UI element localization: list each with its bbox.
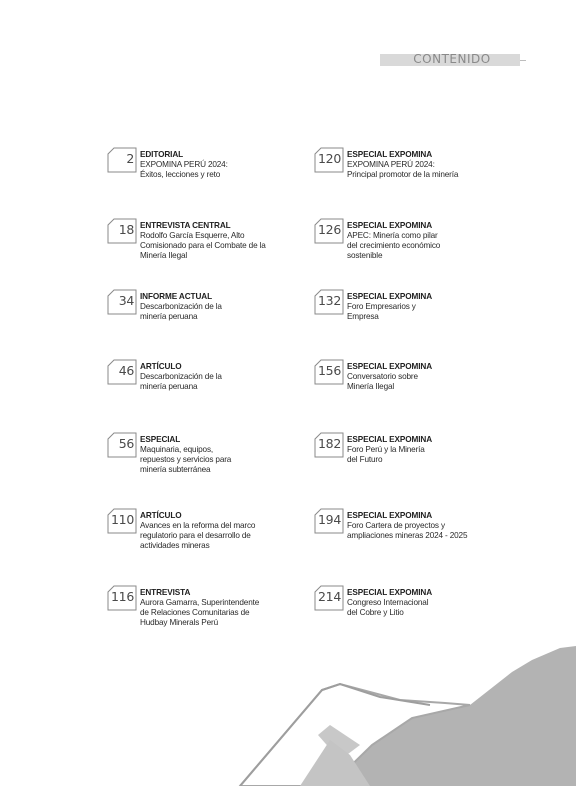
article-description: Maquinaria, equipos, repuestos y servicios para minería subterránea xyxy=(140,445,232,474)
entry-text xyxy=(347,435,547,465)
page-number-badge xyxy=(313,431,343,457)
section-title: ESPECIAL EXPOMINA xyxy=(347,511,433,520)
page-number: 18 xyxy=(118,222,134,237)
article-description: Avances en la reforma del marco regulatorio para el desarrollo de actividades mineras xyxy=(140,521,256,550)
entry-text xyxy=(347,221,547,261)
entry-text xyxy=(347,511,547,541)
section-title: ESPECIAL EXPOMINA xyxy=(347,221,433,230)
page-number-badge xyxy=(313,507,343,533)
article-description: Foro Cartera de proyectos y ampliaciones mineras 2024 - 2025 xyxy=(347,521,468,540)
article-description: EXPOMINA PERÚ 2024: Principal promotor de la minería xyxy=(347,160,459,179)
entry-text xyxy=(347,292,547,322)
section-title: ARTÍCULO xyxy=(140,511,182,520)
entry-text xyxy=(347,362,547,392)
entry-text xyxy=(140,292,340,322)
page-title: CONTENIDO xyxy=(413,52,491,66)
page-number: 214 xyxy=(318,589,341,604)
page-number: 110 xyxy=(111,512,134,527)
section-title: ESPECIAL EXPOMINA xyxy=(347,292,433,301)
page-number: 120 xyxy=(318,151,341,166)
page-number-badge xyxy=(106,288,136,314)
entry-text xyxy=(140,150,340,180)
page-number-badge xyxy=(313,146,343,172)
section-title: ESPECIAL EXPOMINA xyxy=(347,435,433,444)
entry-text xyxy=(347,150,547,180)
article-description: APEC: Minería como pilar del crecimiento económico sostenible xyxy=(347,231,441,260)
section-title: ENTREVISTA xyxy=(140,588,191,597)
page-number: 2 xyxy=(126,151,134,166)
page-number: 194 xyxy=(318,512,341,527)
page-number-badge xyxy=(106,507,136,533)
page-number-badge xyxy=(313,217,343,243)
article-description: Descarbonización de la minería peruana xyxy=(140,372,222,391)
section-title: INFORME ACTUAL xyxy=(140,292,212,301)
page-number: 126 xyxy=(318,222,341,237)
article-description: Foro Empresarios y Empresa xyxy=(347,302,416,321)
entry-text xyxy=(140,588,340,628)
page-number: 56 xyxy=(118,436,134,451)
page-number: 132 xyxy=(318,293,341,308)
entry-text xyxy=(140,435,340,475)
page-number: 116 xyxy=(111,589,134,604)
article-description: Conversatorio sobre Minería Ilegal xyxy=(347,372,418,391)
entry-text xyxy=(140,511,340,551)
page-number-badge xyxy=(106,217,136,243)
section-title: EDITORIAL xyxy=(140,150,184,159)
page-number-badge xyxy=(106,146,136,172)
section-title: ARTÍCULO xyxy=(140,362,182,371)
article-description: EXPOMINA PERÚ 2024: Éxitos, lecciones y reto xyxy=(140,160,228,179)
article-description: Rodolfo García Esquerre, Alto Comisionado para el Combate de la Minería Ilegal xyxy=(140,231,266,260)
page-number-badge xyxy=(106,584,136,610)
entry-text xyxy=(347,588,547,618)
page-number: 46 xyxy=(118,363,134,378)
section-title: ESPECIAL EXPOMINA xyxy=(347,362,433,371)
page-number: 34 xyxy=(118,293,134,308)
article-description: Congreso Internacional del Cobre y Litio xyxy=(347,598,429,617)
article-description: Aurora Gamarra, Superintendente de Relaciones Comunitarias de Hudbay Minerals Perú xyxy=(140,598,260,627)
entry-text xyxy=(140,362,340,392)
article-description: Foro Perú y la Minería del Futuro xyxy=(347,445,425,464)
article-description: Descarbonización de la minería peruana xyxy=(140,302,222,321)
page-number: 156 xyxy=(318,363,341,378)
page-number-badge xyxy=(106,358,136,384)
section-title: ENTREVISTA CENTRAL xyxy=(140,221,231,230)
section-title: ESPECIAL xyxy=(140,435,181,444)
page-number: 182 xyxy=(318,436,341,451)
page-number-badge xyxy=(313,358,343,384)
page-number-badge xyxy=(313,288,343,314)
section-title: ESPECIAL EXPOMINA xyxy=(347,150,433,159)
entry-text xyxy=(140,221,340,261)
page-number-badge xyxy=(313,584,343,610)
section-title: ESPECIAL EXPOMINA xyxy=(347,588,433,597)
page-number-badge xyxy=(106,431,136,457)
